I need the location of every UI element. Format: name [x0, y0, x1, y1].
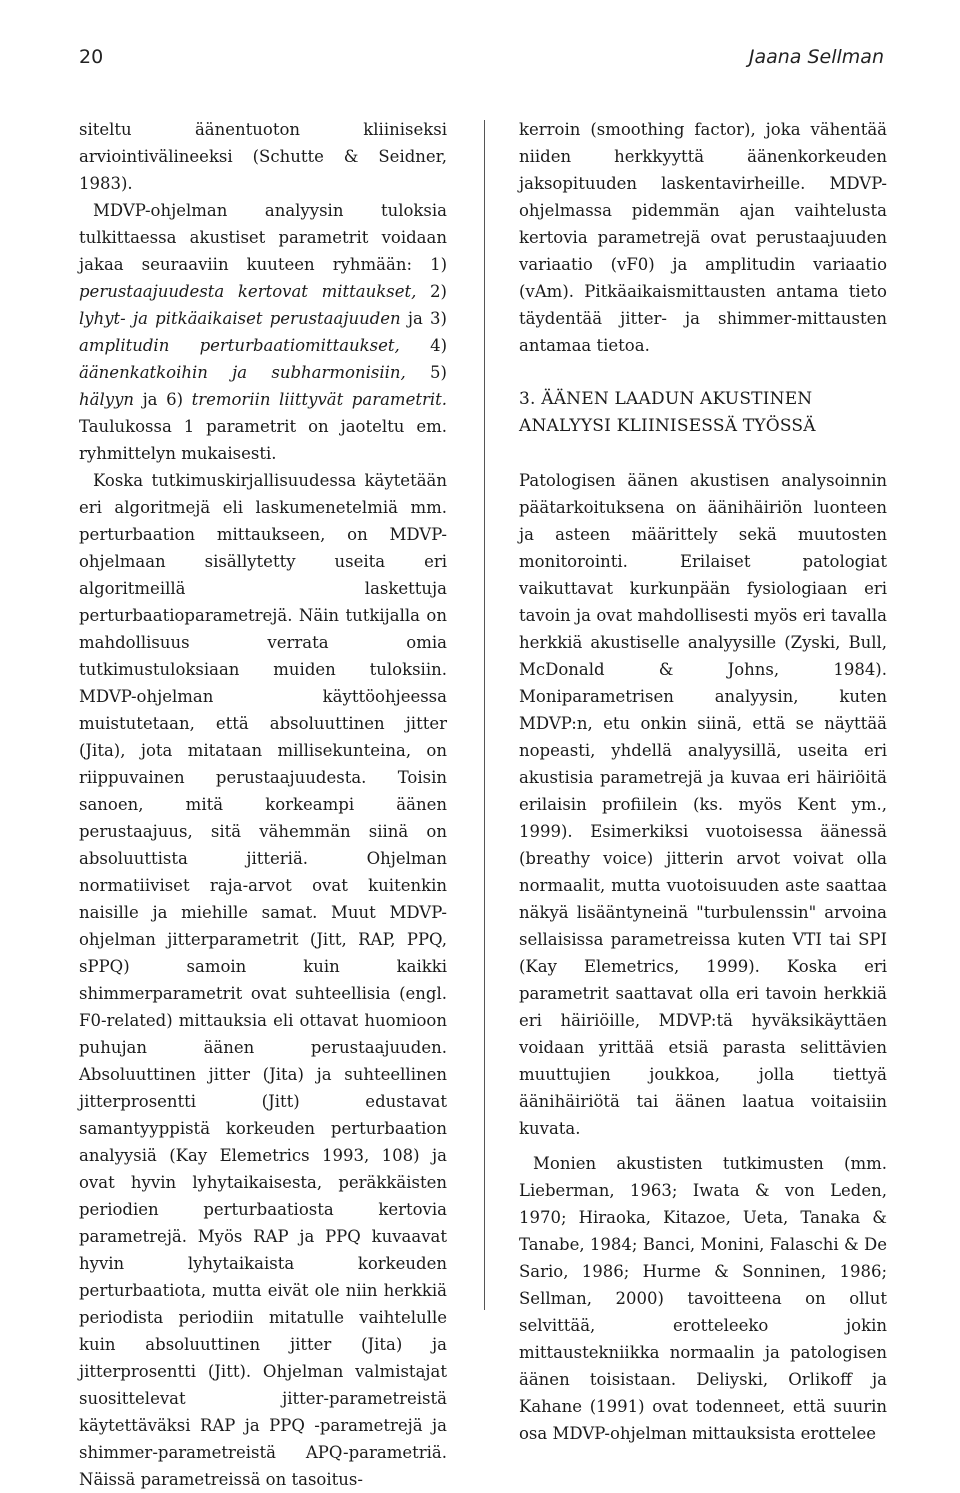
left-paragraph-3: Koska tutkimuskirjallisuudessa käytetään eri algoritmejä eli laskumenetelmiä mm. perturbaation mittaukseen, on MDVP-ohjelmaan sisällytetty useita eri algoritmeillä laskettuja perturbaatioparametrejä. Näin tutkijalla on mahdollisuus verrata omia tutkimustuloksiaan muiden tuloksiin. MDVP-ohjelman käyttöohjeessa muistutetaan, että absoluuttinen jitter (Jita), jota mitataan millisekunteina, on riippuvainen perustaajuudesta. Toisin sanoen, mitä korkeampi äänen perustaajuus, sitä vähemmän siinä on absoluuttista jitteriä. Ohjelman normatiiviset raja-arvot ovat kuitenkin naisille ja miehille samat. Muut MDVP-ohjelman jitterparametrit (Jitt, RAP, PPQ, sPPQ) samoin kuin kaikki shimmerparametrit ovat suhteellisia (engl. F0-related) mittauksia eli ottavat huomioon puhujan äänen perustaajuuden. Absoluuttinen jitter (Jita) ja suhteellinen jitterprosentti (Jitt) edustavat samantyyppistä korkeuden perturbaation analyysiä (Kay Elemetrics 1993, 108) ja ovat hyvin lyhytaikaisesta, peräkkäisten periodien perturbaatiosta kertovia parametrejä. Myös RAP ja PPQ kuvaavat hyvin lyhytaikaista korkeuden perturbaatiota, mutta eivät ole niin herkkiä periodista periodiin mitatulle vaihtelulle kuin absoluuttinen jitter (Jita) ja jitterprosentti (Jitt). Ohjelman valmistajat suosittelevat jitter-parametreistä käytettäväksi RAP ja PPQ -parametrejä ja shimmer-parametreistä APQ-parametriä. Näissä parametreissä on tasoitus- [79, 471, 447, 1489]
p2-text-1: 2) [416, 282, 447, 301]
p2-italic-1: perustaajuudesta kertovat mittaukset, [79, 282, 417, 301]
p2-italic-3: amplitudin perturbaatiomittaukset, [79, 336, 400, 355]
section-heading-line-2: ANALYYSI KLIINISESSÄ TYÖSSÄ [519, 416, 816, 436]
section-heading-line-1: 3. ÄÄNEN LAADUN AKUSTINEN [519, 389, 813, 409]
running-header-author: Jaana Sellman [748, 46, 884, 68]
right-paragraph-3: Monien akustisten tutkimusten (mm. Lieberman, 1963; Iwata & von Leden, 1970; Hiraoka, Kitazoe, Ueta, Tanaka & Tanabe, 1984; Banci, Monini, Falaschi & De Sario, 1986; Hurme & Sonninen, 1986; Sellman, 2000) tavoitteena on ollut selvittää, erotteleeko jokin mittaustekniikka normaalin ja patologisen äänen toisistaan. Deliyski, Orlikoff ja Kahane (1991) ovat todenneet, että suurin osa MDVP-ohjelman mittauksista erottelee [519, 1154, 887, 1443]
p2-italic-6: tremoriin liittyvät parametrit. [191, 390, 447, 409]
p2-text-end: Taulukossa 1 parametrit on jaoteltu em. ryhmittelyn mukaisesti. [79, 417, 447, 463]
p2-text-2: ja 3) [400, 309, 447, 328]
page-number: 20 [79, 46, 104, 68]
left-paragraph-1: siteltu äänentuoton kliiniseksi arviointivälineeksi (Schutte & Seidner, 1983). [79, 120, 447, 193]
p2-italic-2: lyhyt- ja pitkäaikaiset perustaajuuden [79, 309, 401, 328]
p2-text-3: 4) [399, 336, 448, 355]
section-heading [519, 386, 887, 440]
right-column [519, 116, 887, 1447]
p2-italic-4: äänenkatkoihin ja subharmonisiin, [79, 363, 406, 382]
p2-text-5: ja 6) [134, 390, 192, 409]
left-paragraph-2 [79, 197, 447, 467]
p2-text-start: MDVP-ohjelman analyysin tuloksia tulkittaessa akustiset parametrit voidaan jakaa seuraaviin kuuteen ryhmään: 1) [79, 201, 447, 274]
right-paragraph-2: Patologisen äänen akustisen analysoinnin päätarkoituksena on äänihäiriön luonteen ja asteen määrittely sekä muutosten monitorointi. Erilaiset patologiat vaikuttavat kurkunpään fysiologiaan eri tavoin ja ovat mahdollisesti myös eri tavalla herkkiä akustiselle analyysille (Zyski, Bull, McDonald & Johns, 1984). Moniparametrisen analyysin, kuten MDVP:n, etu onkin siinä, että se näyttää nopeasti, yhdellä analyysillä, useita eri akustisia parametrejä ja kuvaa eri häiriöitä erilaisin profiilein (ks. myös Kent ym., 1999). Esimerkiksi vuotoisessa äänessä (breathy voice) jitterin arvot voivat olla normaalit, mutta vuotoisuuden aste saattaa näkyä lisääntyneinä "turbulenssin" arvoina sellaisissa parametreissa kuten VTI tai SPI (Kay Elemetrics, 1999). Koska eri parametrit saattavat olla eri tavoin herkkiä eri häiriöille, MDVP:tä hyväksikäyttäen voidaan yrittää etsiä parasta selittävien muuttujien joukkoa, jolla tiettyä äänihäiriötä tai äänen laatua voitaisiin kuvata. [519, 471, 887, 1138]
p2-italic-5: hälyyn [79, 390, 135, 409]
column-divider [484, 120, 485, 1310]
p2-text-4: 5) [405, 363, 447, 382]
left-column [79, 116, 447, 1493]
right-paragraph-1: kerroin (smoothing factor), joka vähentää niiden herkkyyttä äänenkorkeuden jaksopituuden laskentavirheille. MDVP-ohjelmassa pidemmän ajan vaihtelusta kertovia parametrejä ovat perustaajuuden variaatio (vF0) ja amplitudin variaatio (vAm). Pitkäaikaismittausten antama tieto täydentää jitter- ja shimmer-mittausten antamaa tietoa. [519, 120, 887, 355]
